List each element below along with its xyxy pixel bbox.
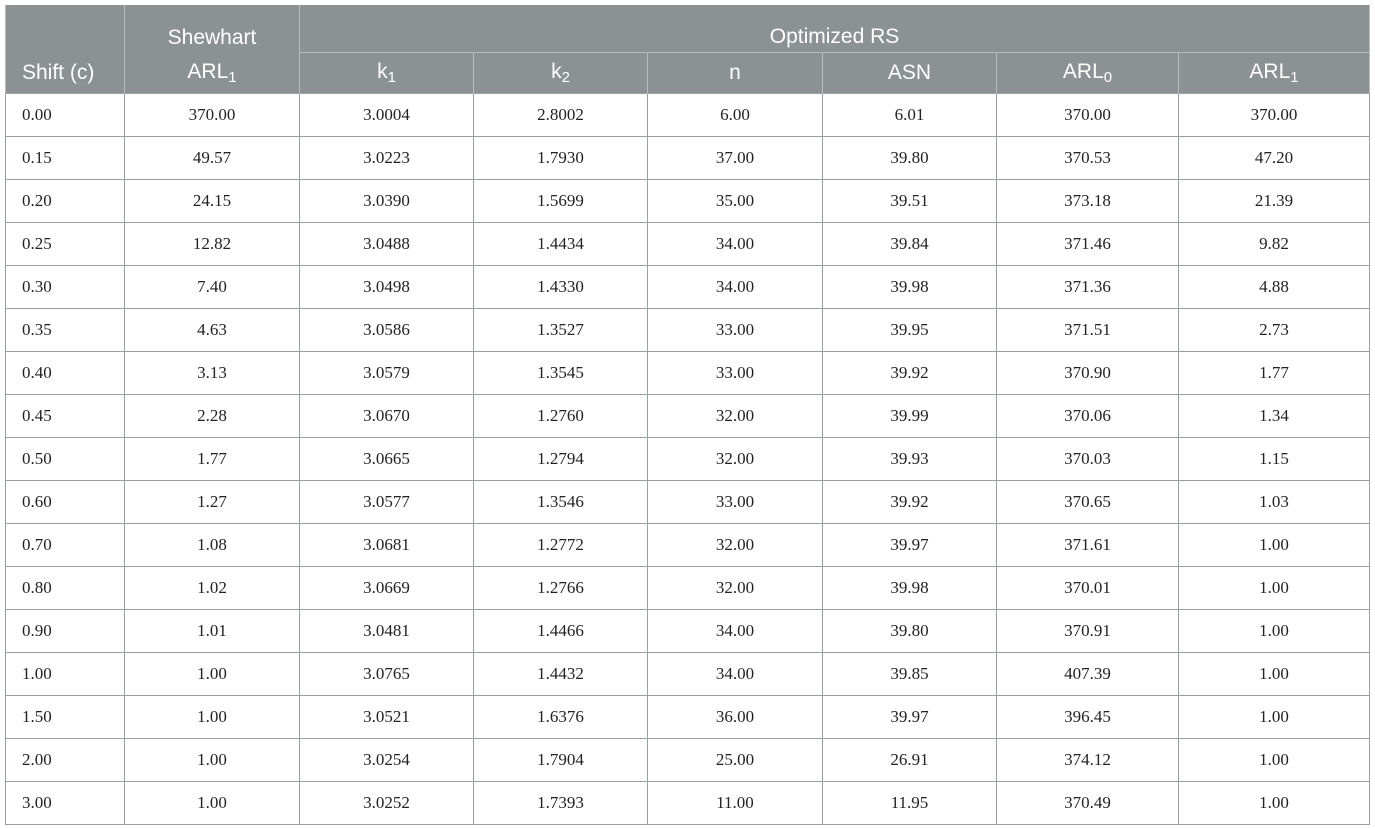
- cell-k1: 3.0586: [300, 309, 474, 352]
- cell-shewhart-arl1: 2.28: [125, 395, 300, 438]
- cell-arl1: 47.20: [1179, 137, 1370, 180]
- cell-asn: 39.98: [823, 266, 997, 309]
- cell-k2: 1.6376: [474, 696, 648, 739]
- cell-arl1: 1.00: [1179, 696, 1370, 739]
- cell-n: 32.00: [648, 395, 823, 438]
- cell-k1: 3.0004: [300, 94, 474, 137]
- header-optimized-rs: Optimized RS: [300, 5, 1370, 53]
- header-row-bottom: [6, 53, 1370, 94]
- table-body: [6, 94, 1370, 825]
- header-arl1-sub: 1: [1290, 69, 1299, 86]
- cell-n: 11.00: [648, 782, 823, 825]
- cell-asn: 39.51: [823, 180, 997, 223]
- cell-k2: 1.2766: [474, 567, 648, 610]
- table-row: [6, 739, 1370, 782]
- cell-n: 37.00: [648, 137, 823, 180]
- cell-asn: 39.80: [823, 610, 997, 653]
- cell-shewhart-arl1: 1.00: [125, 739, 300, 782]
- header-k1-base: k: [377, 60, 388, 83]
- cell-arl1: 1.00: [1179, 567, 1370, 610]
- cell-arl1: 1.34: [1179, 395, 1370, 438]
- cell-shift: 0.40: [6, 352, 125, 395]
- cell-arl1: 1.00: [1179, 739, 1370, 782]
- header-arl1: [1179, 53, 1370, 94]
- cell-k2: 1.5699: [474, 180, 648, 223]
- header-shewhart: Shewhart: [125, 5, 300, 53]
- cell-n: 34.00: [648, 266, 823, 309]
- cell-n: 33.00: [648, 309, 823, 352]
- cell-shewhart-arl1: 3.13: [125, 352, 300, 395]
- cell-arl0: 370.00: [997, 94, 1179, 137]
- cell-asn: 26.91: [823, 739, 997, 782]
- table-row: [6, 524, 1370, 567]
- cell-n: 32.00: [648, 524, 823, 567]
- cell-shewhart-arl1: 24.15: [125, 180, 300, 223]
- cell-shift: 0.15: [6, 137, 125, 180]
- table-row: [6, 696, 1370, 739]
- cell-shift: 0.60: [6, 481, 125, 524]
- table-row: [6, 309, 1370, 352]
- cell-shewhart-arl1: 7.40: [125, 266, 300, 309]
- cell-arl0: 373.18: [997, 180, 1179, 223]
- cell-shift: 0.80: [6, 567, 125, 610]
- cell-n: 32.00: [648, 438, 823, 481]
- cell-k2: 1.4466: [474, 610, 648, 653]
- header-shewhart-arl1-base: ARL: [187, 59, 229, 83]
- cell-arl0: 396.45: [997, 696, 1179, 739]
- cell-shewhart-arl1: 1.00: [125, 653, 300, 696]
- header-arl1-base: ARL: [1249, 60, 1291, 83]
- table-row: [6, 567, 1370, 610]
- cell-shift: 0.00: [6, 94, 125, 137]
- cell-n: 36.00: [648, 696, 823, 739]
- cell-k1: 3.0254: [300, 739, 474, 782]
- cell-arl1: 21.39: [1179, 180, 1370, 223]
- cell-arl1: 370.00: [1179, 94, 1370, 137]
- cell-shift: 0.45: [6, 395, 125, 438]
- cell-arl1: 1.00: [1179, 653, 1370, 696]
- cell-k2: 2.8002: [474, 94, 648, 137]
- table-row: [6, 223, 1370, 266]
- cell-shift: 0.30: [6, 266, 125, 309]
- cell-arl0: 370.65: [997, 481, 1179, 524]
- cell-shewhart-arl1: 370.00: [125, 94, 300, 137]
- cell-n: 25.00: [648, 739, 823, 782]
- table-row: [6, 438, 1370, 481]
- table-row: [6, 481, 1370, 524]
- table-row: [6, 782, 1370, 825]
- cell-k2: 1.7393: [474, 782, 648, 825]
- cell-arl0: 370.06: [997, 395, 1179, 438]
- cell-k1: 3.0577: [300, 481, 474, 524]
- table-row: [6, 180, 1370, 223]
- cell-k1: 3.0681: [300, 524, 474, 567]
- cell-asn: 39.95: [823, 309, 997, 352]
- cell-asn: 39.98: [823, 567, 997, 610]
- cell-arl1: 1.00: [1179, 782, 1370, 825]
- cell-n: 32.00: [648, 567, 823, 610]
- cell-shewhart-arl1: 4.63: [125, 309, 300, 352]
- cell-arl1: 1.15: [1179, 438, 1370, 481]
- cell-arl0: 371.51: [997, 309, 1179, 352]
- cell-shift: 3.00: [6, 782, 125, 825]
- cell-shewhart-arl1: 1.08: [125, 524, 300, 567]
- header-shewhart-arl1-sub: 1: [228, 68, 237, 86]
- results-table: [5, 5, 1370, 825]
- cell-shewhart-arl1: 49.57: [125, 137, 300, 180]
- cell-arl0: 370.03: [997, 438, 1179, 481]
- cell-asn: 39.93: [823, 438, 997, 481]
- header-arl0-base: ARL: [1062, 60, 1104, 83]
- cell-k1: 3.0252: [300, 782, 474, 825]
- cell-shift: 0.90: [6, 610, 125, 653]
- cell-shift: 2.00: [6, 739, 125, 782]
- cell-asn: 39.92: [823, 481, 997, 524]
- cell-asn: 39.97: [823, 524, 997, 567]
- cell-shewhart-arl1: 1.00: [125, 696, 300, 739]
- cell-shewhart-arl1: 1.27: [125, 481, 300, 524]
- cell-k1: 3.0390: [300, 180, 474, 223]
- header-k2-base: k: [551, 60, 562, 83]
- cell-k1: 3.0498: [300, 266, 474, 309]
- cell-asn: 39.92: [823, 352, 997, 395]
- cell-shewhart-arl1: 12.82: [125, 223, 300, 266]
- cell-shift: 0.25: [6, 223, 125, 266]
- table-header: [6, 5, 1370, 94]
- cell-asn: 39.80: [823, 137, 997, 180]
- table-row: [6, 352, 1370, 395]
- cell-arl1: 1.00: [1179, 610, 1370, 653]
- cell-arl1: 1.00: [1179, 524, 1370, 567]
- cell-k2: 1.4434: [474, 223, 648, 266]
- header-k1-sub: 1: [387, 69, 396, 86]
- cell-k1: 3.0521: [300, 696, 474, 739]
- cell-arl1: 1.77: [1179, 352, 1370, 395]
- table-row: [6, 653, 1370, 696]
- cell-shewhart-arl1: 1.00: [125, 782, 300, 825]
- cell-asn: 39.84: [823, 223, 997, 266]
- cell-arl0: 371.46: [997, 223, 1179, 266]
- cell-k1: 3.0665: [300, 438, 474, 481]
- cell-k2: 1.2794: [474, 438, 648, 481]
- cell-n: 35.00: [648, 180, 823, 223]
- cell-k2: 1.2760: [474, 395, 648, 438]
- cell-k1: 3.0488: [300, 223, 474, 266]
- header-shewhart-arl1: [125, 53, 300, 94]
- cell-arl1: 4.88: [1179, 266, 1370, 309]
- header-k2-sub: 2: [561, 69, 570, 86]
- cell-asn: 11.95: [823, 782, 997, 825]
- table-row: [6, 395, 1370, 438]
- cell-arl0: 371.61: [997, 524, 1179, 567]
- cell-asn: 39.99: [823, 395, 997, 438]
- cell-k1: 3.0765: [300, 653, 474, 696]
- cell-k1: 3.0669: [300, 567, 474, 610]
- cell-arl0: 370.49: [997, 782, 1179, 825]
- table-row: [6, 610, 1370, 653]
- cell-n: 33.00: [648, 481, 823, 524]
- header-k1: [300, 53, 474, 94]
- cell-k2: 1.3545: [474, 352, 648, 395]
- cell-shift: 0.35: [6, 309, 125, 352]
- cell-arl0: 370.91: [997, 610, 1179, 653]
- cell-n: 34.00: [648, 653, 823, 696]
- cell-arl0: 371.36: [997, 266, 1179, 309]
- cell-k2: 1.3527: [474, 309, 648, 352]
- header-arl0-sub: 0: [1103, 69, 1113, 86]
- cell-k1: 3.0670: [300, 395, 474, 438]
- cell-asn: 39.85: [823, 653, 997, 696]
- table-row: [6, 137, 1370, 180]
- cell-n: 6.00: [648, 94, 823, 137]
- cell-arl0: 407.39: [997, 653, 1179, 696]
- cell-shift: 0.50: [6, 438, 125, 481]
- cell-arl0: 370.53: [997, 137, 1179, 180]
- cell-k2: 1.4432: [474, 653, 648, 696]
- cell-arl0: 374.12: [997, 739, 1179, 782]
- cell-asn: 39.97: [823, 696, 997, 739]
- cell-n: 34.00: [648, 610, 823, 653]
- results-table-container: [5, 5, 1369, 825]
- cell-k2: 1.3546: [474, 481, 648, 524]
- header-asn: ASN: [823, 53, 997, 94]
- cell-arl1: 1.03: [1179, 481, 1370, 524]
- table-row: [6, 94, 1370, 137]
- cell-k2: 1.7930: [474, 137, 648, 180]
- cell-k2: 1.2772: [474, 524, 648, 567]
- table-row: [6, 266, 1370, 309]
- cell-n: 33.00: [648, 352, 823, 395]
- header-k2: [474, 53, 648, 94]
- cell-k1: 3.0223: [300, 137, 474, 180]
- cell-shift: 0.70: [6, 524, 125, 567]
- cell-shewhart-arl1: 1.77: [125, 438, 300, 481]
- cell-arl1: 9.82: [1179, 223, 1370, 266]
- header-arl0: [997, 53, 1179, 94]
- header-n: n: [648, 53, 823, 94]
- cell-k1: 3.0481: [300, 610, 474, 653]
- cell-k2: 1.4330: [474, 266, 648, 309]
- cell-shift: 0.20: [6, 180, 125, 223]
- cell-k2: 1.7904: [474, 739, 648, 782]
- header-shift: Shift (c): [6, 5, 125, 94]
- cell-arl0: 370.90: [997, 352, 1179, 395]
- cell-arl0: 370.01: [997, 567, 1179, 610]
- cell-k1: 3.0579: [300, 352, 474, 395]
- cell-shewhart-arl1: 1.01: [125, 610, 300, 653]
- cell-arl1: 2.73: [1179, 309, 1370, 352]
- cell-shewhart-arl1: 1.02: [125, 567, 300, 610]
- cell-n: 34.00: [648, 223, 823, 266]
- cell-shift: 1.00: [6, 653, 125, 696]
- header-row-top: [6, 5, 1370, 53]
- cell-shift: 1.50: [6, 696, 125, 739]
- cell-asn: 6.01: [823, 94, 997, 137]
